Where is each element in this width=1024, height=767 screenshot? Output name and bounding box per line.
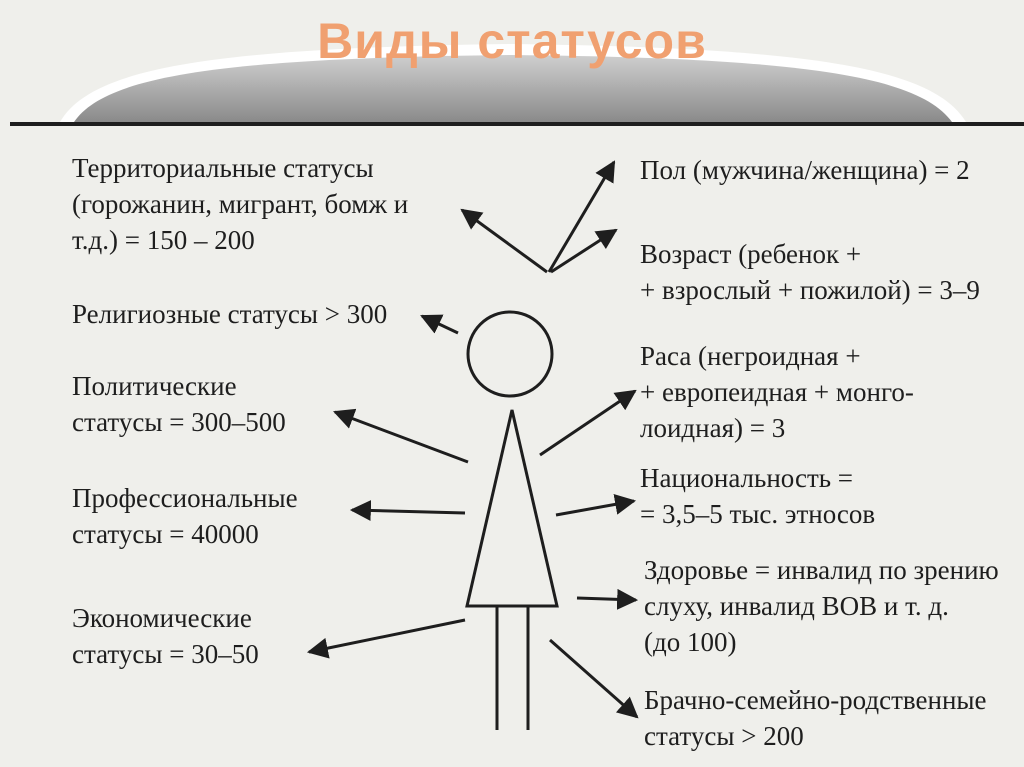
label-age: Возраст (ребенок + + взрослый + пожилой) = 3–9 xyxy=(640,239,980,305)
arrow-health xyxy=(577,598,636,600)
figure-head xyxy=(468,312,552,396)
arrow-professional xyxy=(352,510,465,513)
label-race: Раса (негроидная + + европеидная + монго- лоидная) = 3 xyxy=(640,341,914,443)
label-nationality: Национальность = = 3,5–5 тыс. этносов xyxy=(640,463,876,529)
label-political: Политические статусы = 300–500 xyxy=(72,371,286,437)
label-gender: Пол (мужчина/женщина) = 2 xyxy=(640,155,970,185)
arrow-race xyxy=(540,391,635,455)
arrow-political xyxy=(335,412,468,462)
arrow-nationality xyxy=(556,501,634,515)
arrow-gender xyxy=(549,162,614,272)
label-economic: Экономические статусы = 30–50 xyxy=(72,603,259,669)
arrow-economic xyxy=(309,620,465,652)
page-title: Виды статусов xyxy=(317,13,707,69)
label-professional: Профессиональные статусы = 40000 xyxy=(72,483,298,549)
arrow-marital xyxy=(550,640,637,717)
label-health: Здоровье = инвалид по зрению слуху, инвалид ВОВ и т. д. (до 100) xyxy=(644,555,999,657)
label-religious: Религиозные статусы > 300 xyxy=(72,299,388,329)
arrow-religious xyxy=(422,316,458,333)
label-territorial: Территориальные статусы (горожанин, мигрант, бомж и т.д.) = 150 – 200 xyxy=(72,153,409,255)
arrow-territorial xyxy=(462,210,547,272)
label-marital: Брачно-семейно-родственные статусы > 200 xyxy=(644,685,987,751)
figure-body xyxy=(467,410,557,606)
